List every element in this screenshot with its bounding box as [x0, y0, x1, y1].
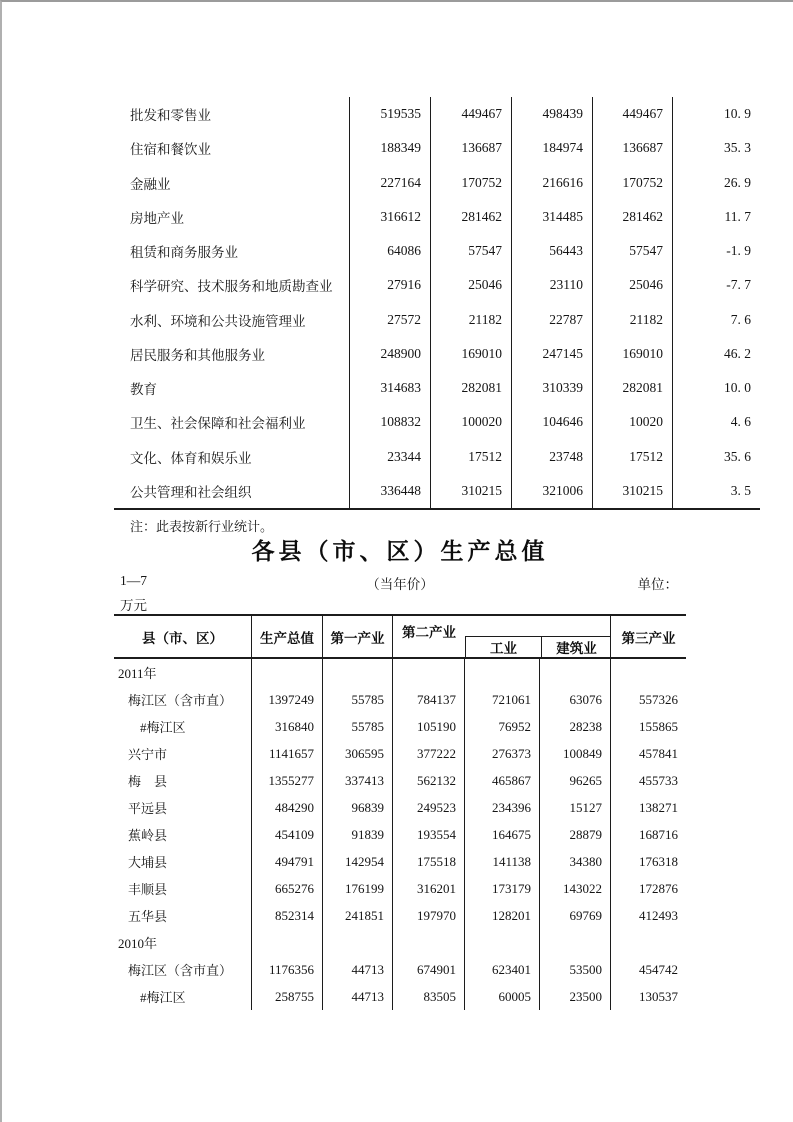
value-cell: 128201	[464, 902, 539, 929]
value-cell: 316612	[349, 200, 430, 234]
value-cell: 108832	[349, 405, 430, 439]
value-cell: 63076	[539, 686, 610, 713]
table-row	[114, 303, 760, 337]
table-row	[114, 371, 760, 405]
value-cell	[610, 659, 686, 686]
value-cell: 1176356	[251, 956, 322, 983]
page-title: 各县（市、区）生产总值	[251, 538, 549, 564]
row-label: 文化、体育和娱乐业	[130, 450, 252, 466]
value-cell: 15127	[539, 794, 610, 821]
value-cell: 155865	[610, 713, 686, 740]
value-cell: 337413	[322, 767, 392, 794]
row-label: 卫生、社会保障和社会福利业	[130, 416, 306, 432]
value-cell: 23344	[349, 440, 430, 474]
value-cell: 53500	[539, 956, 610, 983]
row-label: #梅江区	[140, 720, 186, 735]
value-cell: 310215	[592, 474, 672, 508]
value-cell: 4. 6	[672, 405, 760, 439]
value-cell: 258755	[251, 983, 322, 1010]
value-cell: 25046	[430, 268, 511, 302]
value-cell: 314485	[511, 200, 592, 234]
value-cell: 11. 7	[672, 200, 760, 234]
unit-value: 万元	[120, 598, 147, 613]
value-cell: 100020	[430, 405, 511, 439]
value-cell: 17512	[592, 440, 672, 474]
value-cell: 557326	[610, 686, 686, 713]
value-cell: 454742	[610, 956, 686, 983]
table-row	[114, 440, 760, 474]
value-cell: 7. 6	[672, 303, 760, 337]
header-gdp: 生产总值	[251, 616, 322, 657]
value-cell: 64086	[349, 234, 430, 268]
value-cell: 136687	[592, 131, 672, 165]
table-row	[114, 740, 686, 767]
value-cell: 665276	[251, 875, 322, 902]
value-cell	[539, 929, 610, 956]
price-basis-note: （当年价）	[366, 577, 434, 592]
value-cell: 310339	[511, 371, 592, 405]
value-cell: 377222	[392, 740, 464, 767]
value-cell: 227164	[349, 166, 430, 200]
table-row	[114, 929, 686, 956]
value-cell: 10. 9	[672, 97, 760, 131]
value-cell: 1355277	[251, 767, 322, 794]
value-cell: 281462	[430, 200, 511, 234]
value-cell: 465867	[464, 767, 539, 794]
table-row	[114, 875, 686, 902]
value-cell: 241851	[322, 902, 392, 929]
value-cell: 34380	[539, 848, 610, 875]
value-cell: 1141657	[251, 740, 322, 767]
value-cell: 197970	[392, 902, 464, 929]
table-row	[114, 902, 686, 929]
value-cell: 130537	[610, 983, 686, 1010]
value-cell: 336448	[349, 474, 430, 508]
row-label: 批发和零售业	[130, 108, 211, 124]
value-cell: 721061	[464, 686, 539, 713]
value-cell: 784137	[392, 686, 464, 713]
value-cell: 498439	[511, 97, 592, 131]
value-cell: 282081	[430, 371, 511, 405]
row-label: 梅江区（含市直）	[128, 693, 233, 708]
value-cell	[464, 929, 539, 956]
value-cell: 23500	[539, 983, 610, 1010]
header-secondary-group	[392, 616, 610, 657]
row-label: 公共管理和社会组织	[130, 484, 252, 500]
value-cell: 449467	[430, 97, 511, 131]
value-cell: 138271	[610, 794, 686, 821]
value-cell: 21182	[430, 303, 511, 337]
value-cell: 100849	[539, 740, 610, 767]
value-cell: 56443	[511, 234, 592, 268]
value-cell: 76952	[464, 713, 539, 740]
value-cell: 25046	[592, 268, 672, 302]
table-row	[114, 659, 686, 686]
value-cell: 457841	[610, 740, 686, 767]
table-number: 1—7	[120, 573, 147, 588]
value-cell: 170752	[592, 166, 672, 200]
value-cell: 1397249	[251, 686, 322, 713]
value-cell: 17512	[430, 440, 511, 474]
value-cell: 281462	[592, 200, 672, 234]
value-cell: 310215	[430, 474, 511, 508]
table-row	[114, 166, 760, 200]
table-row	[114, 713, 686, 740]
value-cell: 169010	[592, 337, 672, 371]
industry-table	[114, 97, 760, 510]
value-cell: 494791	[251, 848, 322, 875]
unit-label: 单位：	[637, 577, 678, 592]
table-row	[114, 268, 760, 302]
header-construction: 建筑业	[541, 637, 611, 657]
value-cell: 26. 9	[672, 166, 760, 200]
value-cell: 170752	[430, 166, 511, 200]
row-label: 房地产业	[130, 210, 184, 226]
value-cell: 314683	[349, 371, 430, 405]
value-cell: 96839	[322, 794, 392, 821]
value-cell: 23110	[511, 268, 592, 302]
value-cell	[539, 659, 610, 686]
value-cell: 306595	[322, 740, 392, 767]
value-cell: 234396	[464, 794, 539, 821]
value-cell: 164675	[464, 821, 539, 848]
value-cell: 57547	[430, 234, 511, 268]
value-cell: 28238	[539, 713, 610, 740]
value-cell: 321006	[511, 474, 592, 508]
row-label: 科学研究、技术服务和地质勘查业	[130, 279, 333, 295]
value-cell: 55785	[322, 713, 392, 740]
row-label: 梅 县	[128, 774, 168, 789]
value-cell	[610, 929, 686, 956]
value-cell: 142954	[322, 848, 392, 875]
value-cell: 27572	[349, 303, 430, 337]
gdp-table	[114, 614, 686, 1010]
value-cell	[392, 929, 464, 956]
table-row	[114, 474, 760, 508]
value-cell: -1. 9	[672, 234, 760, 268]
table-row	[114, 848, 686, 875]
value-cell: 60005	[464, 983, 539, 1010]
table-row	[114, 131, 760, 165]
value-cell: 46. 2	[672, 337, 760, 371]
table-row	[114, 686, 686, 713]
row-label: 金融业	[130, 176, 171, 192]
value-cell: 175518	[392, 848, 464, 875]
table-row	[114, 956, 686, 983]
value-cell: 412493	[610, 902, 686, 929]
secondary-subheader-box	[465, 636, 611, 657]
value-cell: 27916	[349, 268, 430, 302]
value-cell: 562132	[392, 767, 464, 794]
header-primary-industry: 第一产业	[322, 616, 392, 657]
row-label: 居民服务和其他服务业	[130, 347, 265, 363]
value-cell: 216616	[511, 166, 592, 200]
row-label: 平远县	[128, 801, 168, 816]
table-footnote: 注：此表按新行业统计。	[130, 519, 274, 534]
value-cell: 193554	[392, 821, 464, 848]
value-cell: 247145	[511, 337, 592, 371]
header-secondary-industry: 第二产业	[402, 625, 456, 640]
value-cell	[251, 659, 322, 686]
value-cell: 172876	[610, 875, 686, 902]
value-cell	[392, 659, 464, 686]
value-cell: -7. 7	[672, 268, 760, 302]
value-cell: 455733	[610, 767, 686, 794]
table-row	[114, 767, 686, 794]
value-cell: 104646	[511, 405, 592, 439]
header-tertiary-industry: 第三产业	[610, 616, 686, 657]
header-industry: 工业	[490, 641, 517, 656]
value-cell: 69769	[539, 902, 610, 929]
gdp-table-body	[114, 659, 686, 1010]
value-cell: 136687	[430, 131, 511, 165]
row-label: 五华县	[128, 909, 168, 924]
table-row	[114, 234, 760, 268]
row-label: 梅江区（含市直）	[128, 963, 233, 978]
value-cell: 21182	[592, 303, 672, 337]
value-cell: 96265	[539, 767, 610, 794]
value-cell: 188349	[349, 131, 430, 165]
value-cell: 91839	[322, 821, 392, 848]
table-row	[114, 821, 686, 848]
row-label: 大埔县	[128, 855, 168, 870]
value-cell: 316201	[392, 875, 464, 902]
value-cell: 674901	[392, 956, 464, 983]
value-cell: 35. 3	[672, 131, 760, 165]
value-cell: 169010	[430, 337, 511, 371]
table-row	[114, 983, 686, 1010]
value-cell: 28879	[539, 821, 610, 848]
value-cell: 519535	[349, 97, 430, 131]
value-cell: 484290	[251, 794, 322, 821]
row-label: 2010年	[118, 936, 158, 951]
value-cell: 141138	[464, 848, 539, 875]
value-cell: 184974	[511, 131, 592, 165]
row-label: 水利、环境和公共设施管理业	[130, 313, 306, 329]
table-row	[114, 794, 686, 821]
value-cell: 35. 6	[672, 440, 760, 474]
value-cell	[464, 659, 539, 686]
value-cell: 57547	[592, 234, 672, 268]
table-row	[114, 337, 760, 371]
table-row	[114, 200, 760, 234]
value-cell: 176199	[322, 875, 392, 902]
value-cell: 55785	[322, 686, 392, 713]
table-row	[114, 405, 760, 439]
value-cell: 316840	[251, 713, 322, 740]
gdp-table-header	[114, 616, 686, 659]
value-cell: 173179	[464, 875, 539, 902]
row-label: 丰顺县	[128, 882, 168, 897]
row-label: 2011年	[118, 666, 157, 681]
value-cell: 22787	[511, 303, 592, 337]
header-region: 县（市、区）	[142, 630, 223, 646]
table-row	[114, 97, 760, 131]
value-cell: 143022	[539, 875, 610, 902]
value-cell: 276373	[464, 740, 539, 767]
row-label: 教育	[130, 382, 157, 398]
value-cell: 10020	[592, 405, 672, 439]
value-cell: 449467	[592, 97, 672, 131]
value-cell: 83505	[392, 983, 464, 1010]
value-cell: 44713	[322, 956, 392, 983]
row-label: #梅江区	[140, 990, 186, 1005]
value-cell: 3. 5	[672, 474, 760, 508]
value-cell: 176318	[610, 848, 686, 875]
value-cell: 23748	[511, 440, 592, 474]
value-cell: 44713	[322, 983, 392, 1010]
value-cell: 852314	[251, 902, 322, 929]
value-cell: 105190	[392, 713, 464, 740]
value-cell: 249523	[392, 794, 464, 821]
value-cell: 454109	[251, 821, 322, 848]
value-cell	[251, 929, 322, 956]
value-cell	[322, 659, 392, 686]
value-cell	[322, 929, 392, 956]
value-cell: 10. 0	[672, 371, 760, 405]
value-cell: 168716	[610, 821, 686, 848]
value-cell: 282081	[592, 371, 672, 405]
value-cell: 623401	[464, 956, 539, 983]
value-cell: 248900	[349, 337, 430, 371]
row-label: 租赁和商务服务业	[130, 245, 238, 261]
row-label: 住宿和餐饮业	[130, 142, 211, 158]
row-label: 兴宁市	[128, 747, 168, 762]
row-label: 蕉岭县	[128, 828, 168, 843]
